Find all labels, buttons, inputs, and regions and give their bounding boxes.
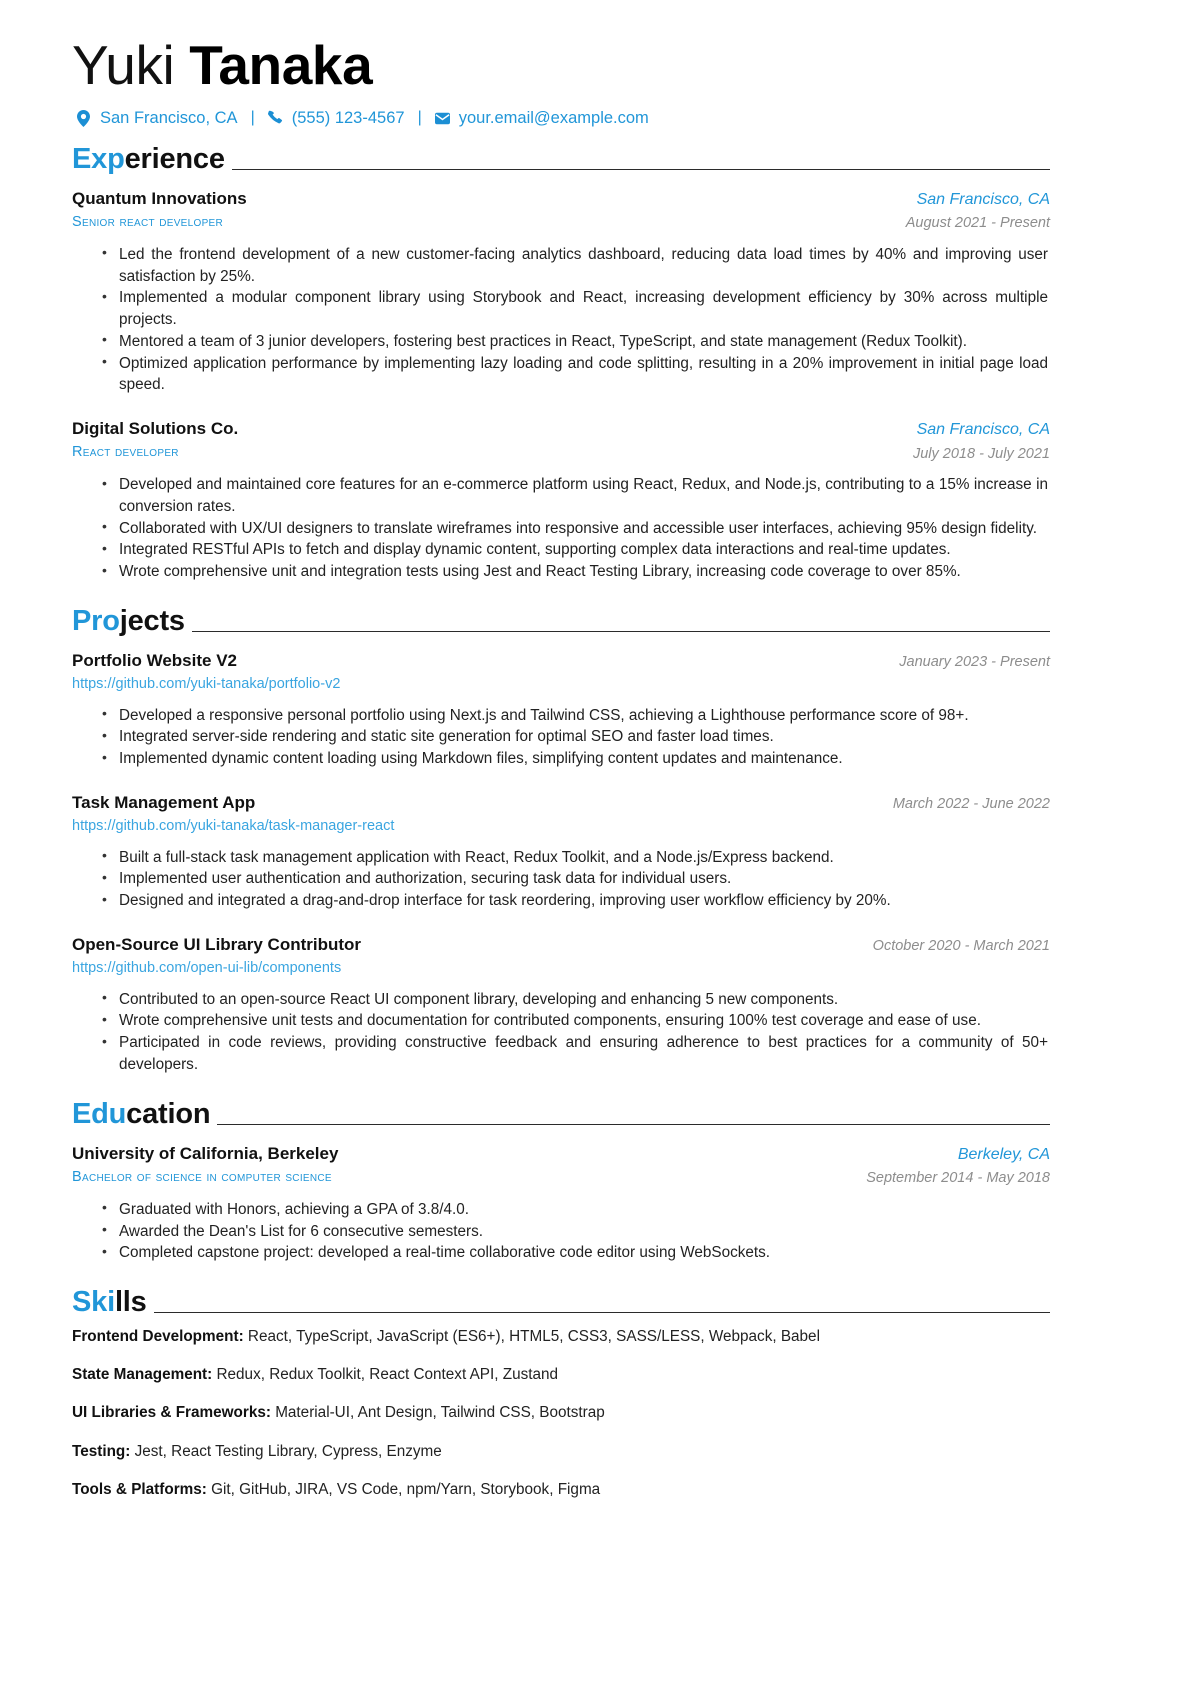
contact-separator-2: |: [417, 109, 422, 127]
job-location: San Francisco, CA: [916, 190, 1050, 208]
skill-category: UI Libraries & Frameworks:: [72, 1404, 271, 1422]
projects-heading: [72, 604, 1050, 637]
last-name: Tanaka: [189, 34, 373, 96]
list-item: • Participated in code reviews, providing constructive feedback and ensuring adherence to best practices for a community of 50+ developers.: [102, 1032, 1050, 1075]
experience-entry: [72, 418, 1050, 583]
job-title: Senior react developer: [72, 213, 224, 230]
job-title: React developer: [72, 444, 179, 461]
project-bullets: [72, 989, 1050, 1076]
project-url[interactable]: https://github.com/yuki-tanaka/portfolio-v2: [72, 675, 341, 692]
section-projects: [72, 604, 1050, 1076]
list-item: • Built a full-stack task management application with React, Redux Toolkit, and a Node.js/Express backend.: [102, 847, 1050, 869]
project-dates: March 2022 - June 2022: [892, 795, 1050, 812]
heading-rule: [192, 631, 1050, 632]
heading-rest: erience: [124, 142, 225, 175]
degree-name: Bachelor of science in computer science: [72, 1168, 332, 1185]
list-item: • Wrote comprehensive unit and integration tests using Jest and React Testing Library, increasing code coverage to over 85%.: [102, 561, 1050, 583]
resume-header: [72, 34, 1050, 97]
section-experience: [72, 142, 1050, 583]
list-item: • Mentored a team of 3 junior developers, fostering best practices in React, TypeScript, and state management (Redux Toolkit).: [102, 331, 1050, 353]
heading-accent: Ski: [72, 1285, 115, 1318]
skill-values: Material-UI, Ant Design, Tailwind CSS, Bootstrap: [275, 1404, 605, 1422]
job-dates: July 2018 - July 2021: [912, 445, 1050, 462]
skills-heading: [72, 1285, 1050, 1318]
list-item: • Contributed to an open-source React UI component library, developing and enhancing 5 new components.: [102, 989, 1050, 1011]
job-location: San Francisco, CA: [916, 420, 1050, 438]
phone-icon: [268, 110, 283, 127]
location-text: San Francisco, CA: [100, 108, 238, 127]
school-dates: September 2014 - May 2018: [866, 1170, 1050, 1187]
project-name: Portfolio Website V2: [72, 650, 237, 670]
location-pin-icon: [76, 110, 91, 127]
project-bullets: [72, 847, 1050, 912]
heading-rule: [217, 1124, 1050, 1125]
list-item: • Collaborated with UX/UI designers to translate wireframes into responsive and accessible user interfaces, achieving 95% design fidelity.: [102, 518, 1050, 540]
list-item: • Integrated RESTful APIs to fetch and display dynamic content, supporting complex data interactions and real-time updates.: [102, 539, 1050, 561]
project-name: Task Management App: [72, 792, 256, 812]
contact-phone[interactable]: [268, 109, 405, 128]
list-item: • Implemented dynamic content loading using Markdown files, simplifying content updates and maintenance.: [102, 748, 1050, 770]
experience-bullets: [72, 244, 1050, 396]
skill-values: React, TypeScript, JavaScript (ES6+), HTML5, CSS3, SASS/LESS, Webpack, Babel: [247, 1327, 820, 1345]
project-name: Open-Source UI Library Contributor: [72, 934, 362, 954]
project-entry: [72, 650, 1050, 770]
contact-email[interactable]: [435, 109, 649, 128]
contact-line: [76, 109, 1050, 128]
skill-values: Redux, Redux Toolkit, React Context API, Zustand: [216, 1366, 559, 1384]
first-name: Yuki: [72, 34, 175, 96]
school-location: Berkeley, CA: [957, 1145, 1050, 1163]
list-item: • Designed and integrated a drag-and-drop interface for task reordering, improving user workflow efficiency by 20%.: [102, 890, 1050, 912]
skills-list: [72, 1326, 1050, 1501]
education-bullets: [72, 1199, 1050, 1264]
list-item: • Developed a responsive personal portfolio using Next.js and Tailwind CSS, achieving a Lighthouse performance score of 98+.: [102, 705, 1050, 727]
list-item: • Completed capstone project: developed a real-time collaborative code editor using WebSockets.: [102, 1242, 1050, 1264]
education-entry: [72, 1143, 1050, 1264]
skill-values: Jest, React Testing Library, Cypress, Enzyme: [134, 1442, 442, 1460]
email-text: your.email@example.com: [458, 108, 649, 127]
heading-rule: [232, 169, 1050, 170]
skill-row: [72, 1402, 1050, 1424]
section-skills: [72, 1285, 1050, 1501]
experience-heading: [72, 142, 1050, 175]
contact-separator-1: |: [250, 109, 255, 127]
list-item: • Led the frontend development of a new customer-facing analytics dashboard, reducing data load times by 40% and improving user satisfaction by 25%.: [102, 244, 1050, 287]
heading-rest: jects: [119, 604, 185, 637]
list-item: • Developed and maintained core features for an e-commerce platform using React, Redux, and Node.js, contributing to a 15% increase in conversion rates.: [102, 474, 1050, 517]
experience-bullets: [72, 474, 1050, 583]
project-url[interactable]: https://github.com/open-ui-lib/components: [72, 959, 342, 976]
project-url[interactable]: https://github.com/yuki-tanaka/task-manager-react: [72, 817, 395, 834]
list-item: • Implemented a modular component library using Storybook and React, increasing development efficiency by 30% across multiple projects.: [102, 287, 1050, 330]
school-name: University of California, Berkeley: [72, 1143, 339, 1163]
employer-name: Quantum Innovations: [72, 188, 247, 208]
heading-accent: Exp: [72, 142, 125, 175]
skill-category: Tools & Platforms:: [72, 1480, 207, 1498]
heading-accent: Edu: [72, 1097, 127, 1130]
list-item: • Graduated with Honors, achieving a GPA of 3.8/4.0.: [102, 1199, 1050, 1221]
heading-rest: lls: [114, 1285, 147, 1318]
list-item: • Optimized application performance by implementing lazy loading and code splitting, resulting in a 20% improvement in initial page load speed.: [102, 353, 1050, 396]
heading-rest: cation: [126, 1097, 211, 1130]
project-bullets: [72, 705, 1050, 770]
project-entry: [72, 934, 1050, 1076]
skill-category: Frontend Development:: [72, 1327, 244, 1345]
phone-text: (555) 123-4567: [291, 108, 405, 127]
experience-entry: [72, 188, 1050, 396]
list-item: • Wrote comprehensive unit tests and documentation for contributed components, ensuring 100% test coverage and ease of use.: [102, 1010, 1050, 1032]
skill-values: Git, GitHub, JIRA, VS Code, npm/Yarn, Storybook, Figma: [211, 1480, 601, 1498]
list-item: • Integrated server-side rendering and static site generation for optimal SEO and faster load times.: [102, 726, 1050, 748]
envelope-icon: [435, 110, 450, 127]
heading-rule: [154, 1312, 1050, 1313]
candidate-name: [72, 34, 1050, 97]
list-item: • Awarded the Dean's List for 6 consecutive semesters.: [102, 1221, 1050, 1243]
project-dates: October 2020 - March 2021: [872, 937, 1050, 954]
skill-row: [72, 1441, 1050, 1463]
project-dates: January 2023 - Present: [899, 653, 1050, 670]
skill-row: [72, 1479, 1050, 1501]
skill-row: [72, 1364, 1050, 1386]
section-education: [72, 1097, 1050, 1264]
project-entry: [72, 792, 1050, 912]
contact-location[interactable]: [76, 109, 238, 128]
education-heading: [72, 1097, 1050, 1130]
job-dates: August 2021 - Present: [905, 215, 1050, 232]
list-item: • Implemented user authentication and authorization, securing task data for individual users.: [102, 868, 1050, 890]
skill-category: State Management:: [72, 1366, 213, 1384]
skill-category: Testing:: [72, 1442, 131, 1460]
heading-accent: Pro: [72, 604, 120, 637]
skill-row: [72, 1326, 1050, 1348]
employer-name: Digital Solutions Co.: [72, 418, 239, 438]
